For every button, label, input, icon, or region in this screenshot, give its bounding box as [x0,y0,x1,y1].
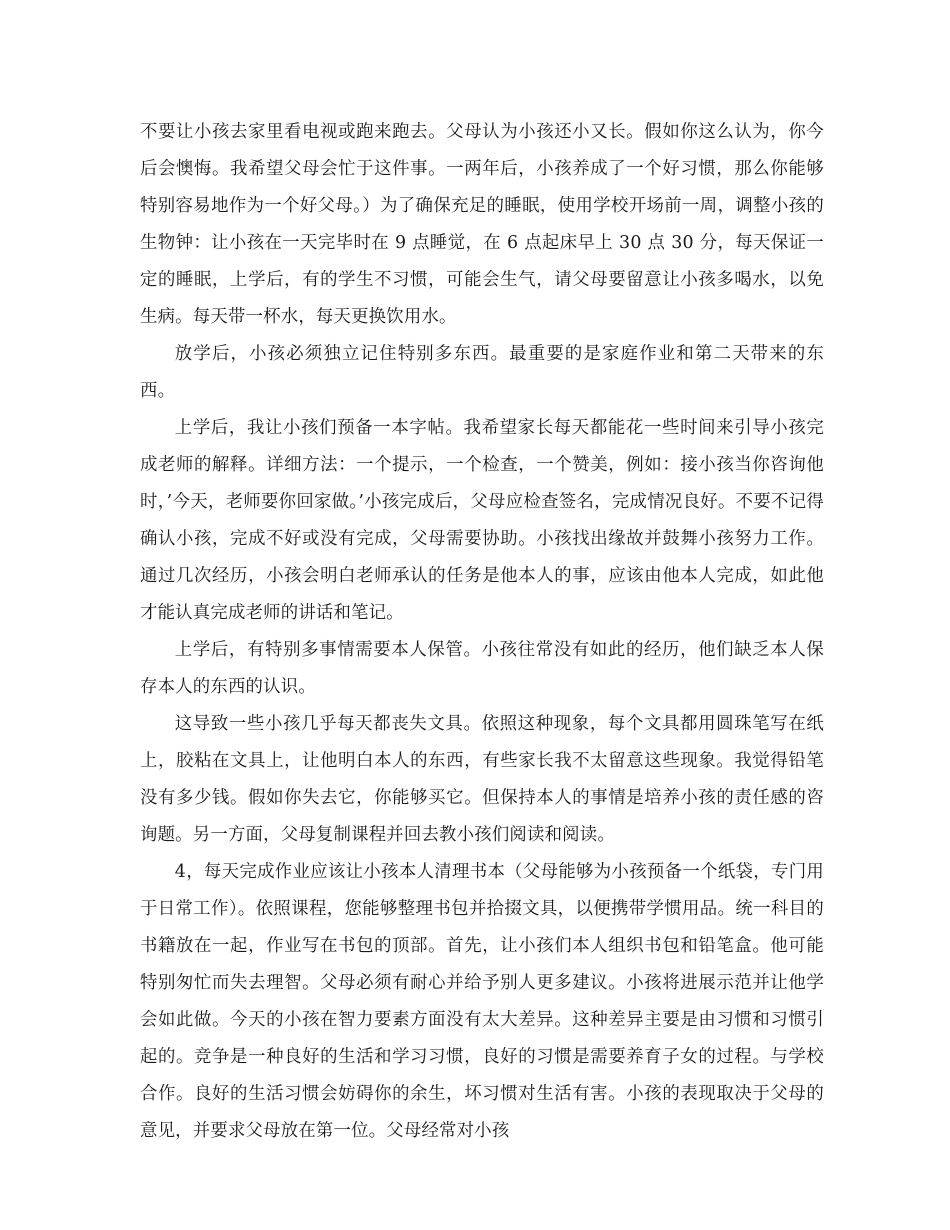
paragraph-5: 这导致一些小孩几乎每天都丧失文具。依照这种现象，每个文具都用圆珠笔写在纸上，胶粘在文具上，让他明白本人的东西，有些家长我不太留意这些现象。我觉得铅笔没有多少钱。假如你失去它，你能够买它。但保持本人的事情是培养小孩的责任感的咨询题。另一方面，父母复制课程并回去教小孩们阅读和阅读。 [140,714,824,845]
paragraph-6: 4，每天完成作业应该让小孩本人清理书本（父母能够为小孩预备一个纸袋，专门用于日常工作）。依照课程，您能够整理书包并拾掇文具，以便携带学惯用品。统一科目的书籍放在一起，作业写在书包的顶部。首先，让小孩们本人组织书包和铅笔盒。他可能特别匆忙而失去理智。父母必须有耐心并给予别人更多建议。小孩将进展示范并让他学会如此做。今天的小孩在智力要素方面没有太大差异。这种差异主要是由习惯和习惯引起的。竞争是一种良好的生活和学习习惯，良好的习惯是需要养育子女的过程。与学校合作。良好的生活习惯会妨碍你的余生，坏习惯对生活有害。小孩的表现取决于父母的意见，并要求父母放在第一位。父母经常对小孩 [140,862,824,1141]
paragraph-2: 放学后，小孩必须独立记住特别多东西。最重要的是家庭作业和第二天带来的东西。 [140,344,824,401]
paragraph-3: 上学后，我让小孩们预备一本字帖。我希望家长每天都能花一些时间来引导小孩完成老师的解释。详细方法：一个提示，一个检查，一个赞美，例如：接小孩当你咨询他时，’今天，老师要你回家做。’小孩完成后，父母应检查签名，完成情况良好。不要不记得确认小孩，完成不好或没有完成，父母需要协助。小孩找出缘故并鼓舞小孩努力工作。通过几次经历，小孩会明白老师承认的任务是他本人的事，应该由他本人完成，如此他才能认真完成老师的讲话和笔记。 [140,418,824,623]
paragraph-4: 上学后，有特别多事情需要本人保管。小孩往常没有如此的经历，他们缺乏本人保存本人的东西的认识。 [140,640,824,697]
document-page [140,114,824,1150]
paragraph-1: 不要让小孩去家里看电视或跑来跑去。父母认为小孩还小又长。假如你这么认为，你今后会懊悔。我希望父母会忙于这件事。一两年后，小孩养成了一个好习惯，那么你能够特别容易地作为一个好父母。）为了确保充足的睡眠，使用学校开场前一周，调整小孩的生物钟：让小孩在一天完毕时在 9 点睡觉，在 6 点起床早上 30 点 30 分，每天保证一定的睡眠，上学后，有的学生不习惯，可能会生气，请父母要留意让小孩多喝水，以免生病。每天带一杯水，每天更换饮用水。 [140,122,824,327]
